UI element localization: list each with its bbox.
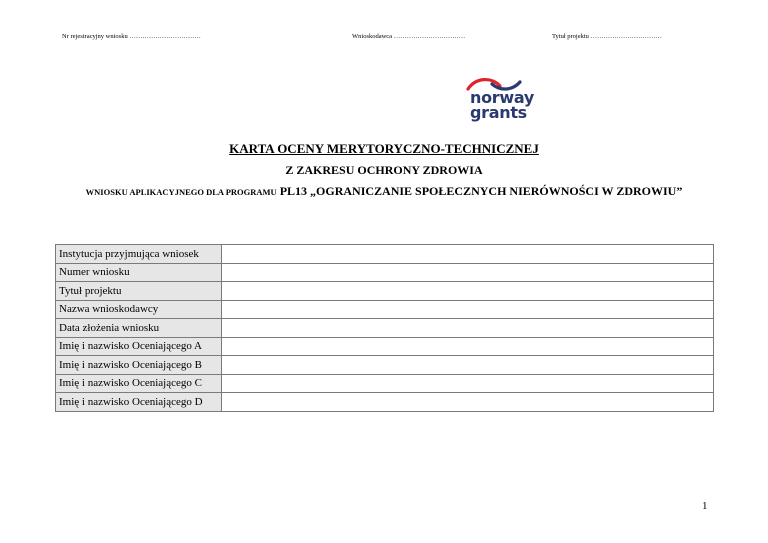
program-title-name: PL13 „OGRANICZANIE SPOŁECZNYCH NIERÓWNOŚCI W ZDROWIU” [276, 184, 683, 198]
row-value[interactable] [222, 263, 714, 282]
program-title-prefix: WNIOSKU APLIKACYJNEGO DLA PROGRAMU [85, 187, 277, 197]
row-label: Imię i nazwisko Oceniającego A [56, 337, 222, 356]
row-value[interactable] [222, 356, 714, 375]
table-row [56, 245, 714, 264]
row-label: Imię i nazwisko Oceniającego B [56, 356, 222, 375]
project-title-field: Tytuł projektu …………………………… [552, 33, 663, 40]
row-label: Data złożenia wniosku [56, 319, 222, 338]
application-info-table [55, 244, 714, 412]
logo-word-grants: grants [470, 103, 527, 122]
table-row [56, 337, 714, 356]
table-row [56, 393, 714, 412]
row-value[interactable] [222, 374, 714, 393]
document-subtitle: Z ZAKRESU OCHRONY ZDROWIA [285, 163, 483, 177]
row-label: Numer wniosku [56, 263, 222, 282]
norway-grants-logo [462, 76, 542, 124]
row-label: Nazwa wnioskodawcy [56, 300, 222, 319]
table-row [56, 319, 714, 338]
row-value[interactable] [222, 319, 714, 338]
row-value[interactable] [222, 393, 714, 412]
row-value[interactable] [222, 300, 714, 319]
table-row [56, 263, 714, 282]
row-label: Instytucja przyjmująca wniosek [56, 245, 222, 264]
row-value[interactable] [222, 282, 714, 301]
row-value[interactable] [222, 337, 714, 356]
page-number: 1 [702, 500, 708, 512]
applicant-field: Wnioskodawca …………………………… [352, 33, 466, 40]
table-row [56, 356, 714, 375]
row-value[interactable] [222, 245, 714, 264]
document-title: KARTA OCENY MERYTORYCZNO-TECHNICZNEJ [229, 141, 539, 156]
program-title [0, 184, 768, 199]
row-label: Imię i nazwisko Oceniającego D [56, 393, 222, 412]
table-row [56, 300, 714, 319]
table-row [56, 282, 714, 301]
row-label: Imię i nazwisko Oceniającego C [56, 374, 222, 393]
table-row [56, 374, 714, 393]
logo-word-norway: norway [470, 88, 534, 107]
registration-number-field: Nr rejestracyjny wniosku …………………………… [62, 33, 201, 40]
row-label: Tytuł projektu [56, 282, 222, 301]
